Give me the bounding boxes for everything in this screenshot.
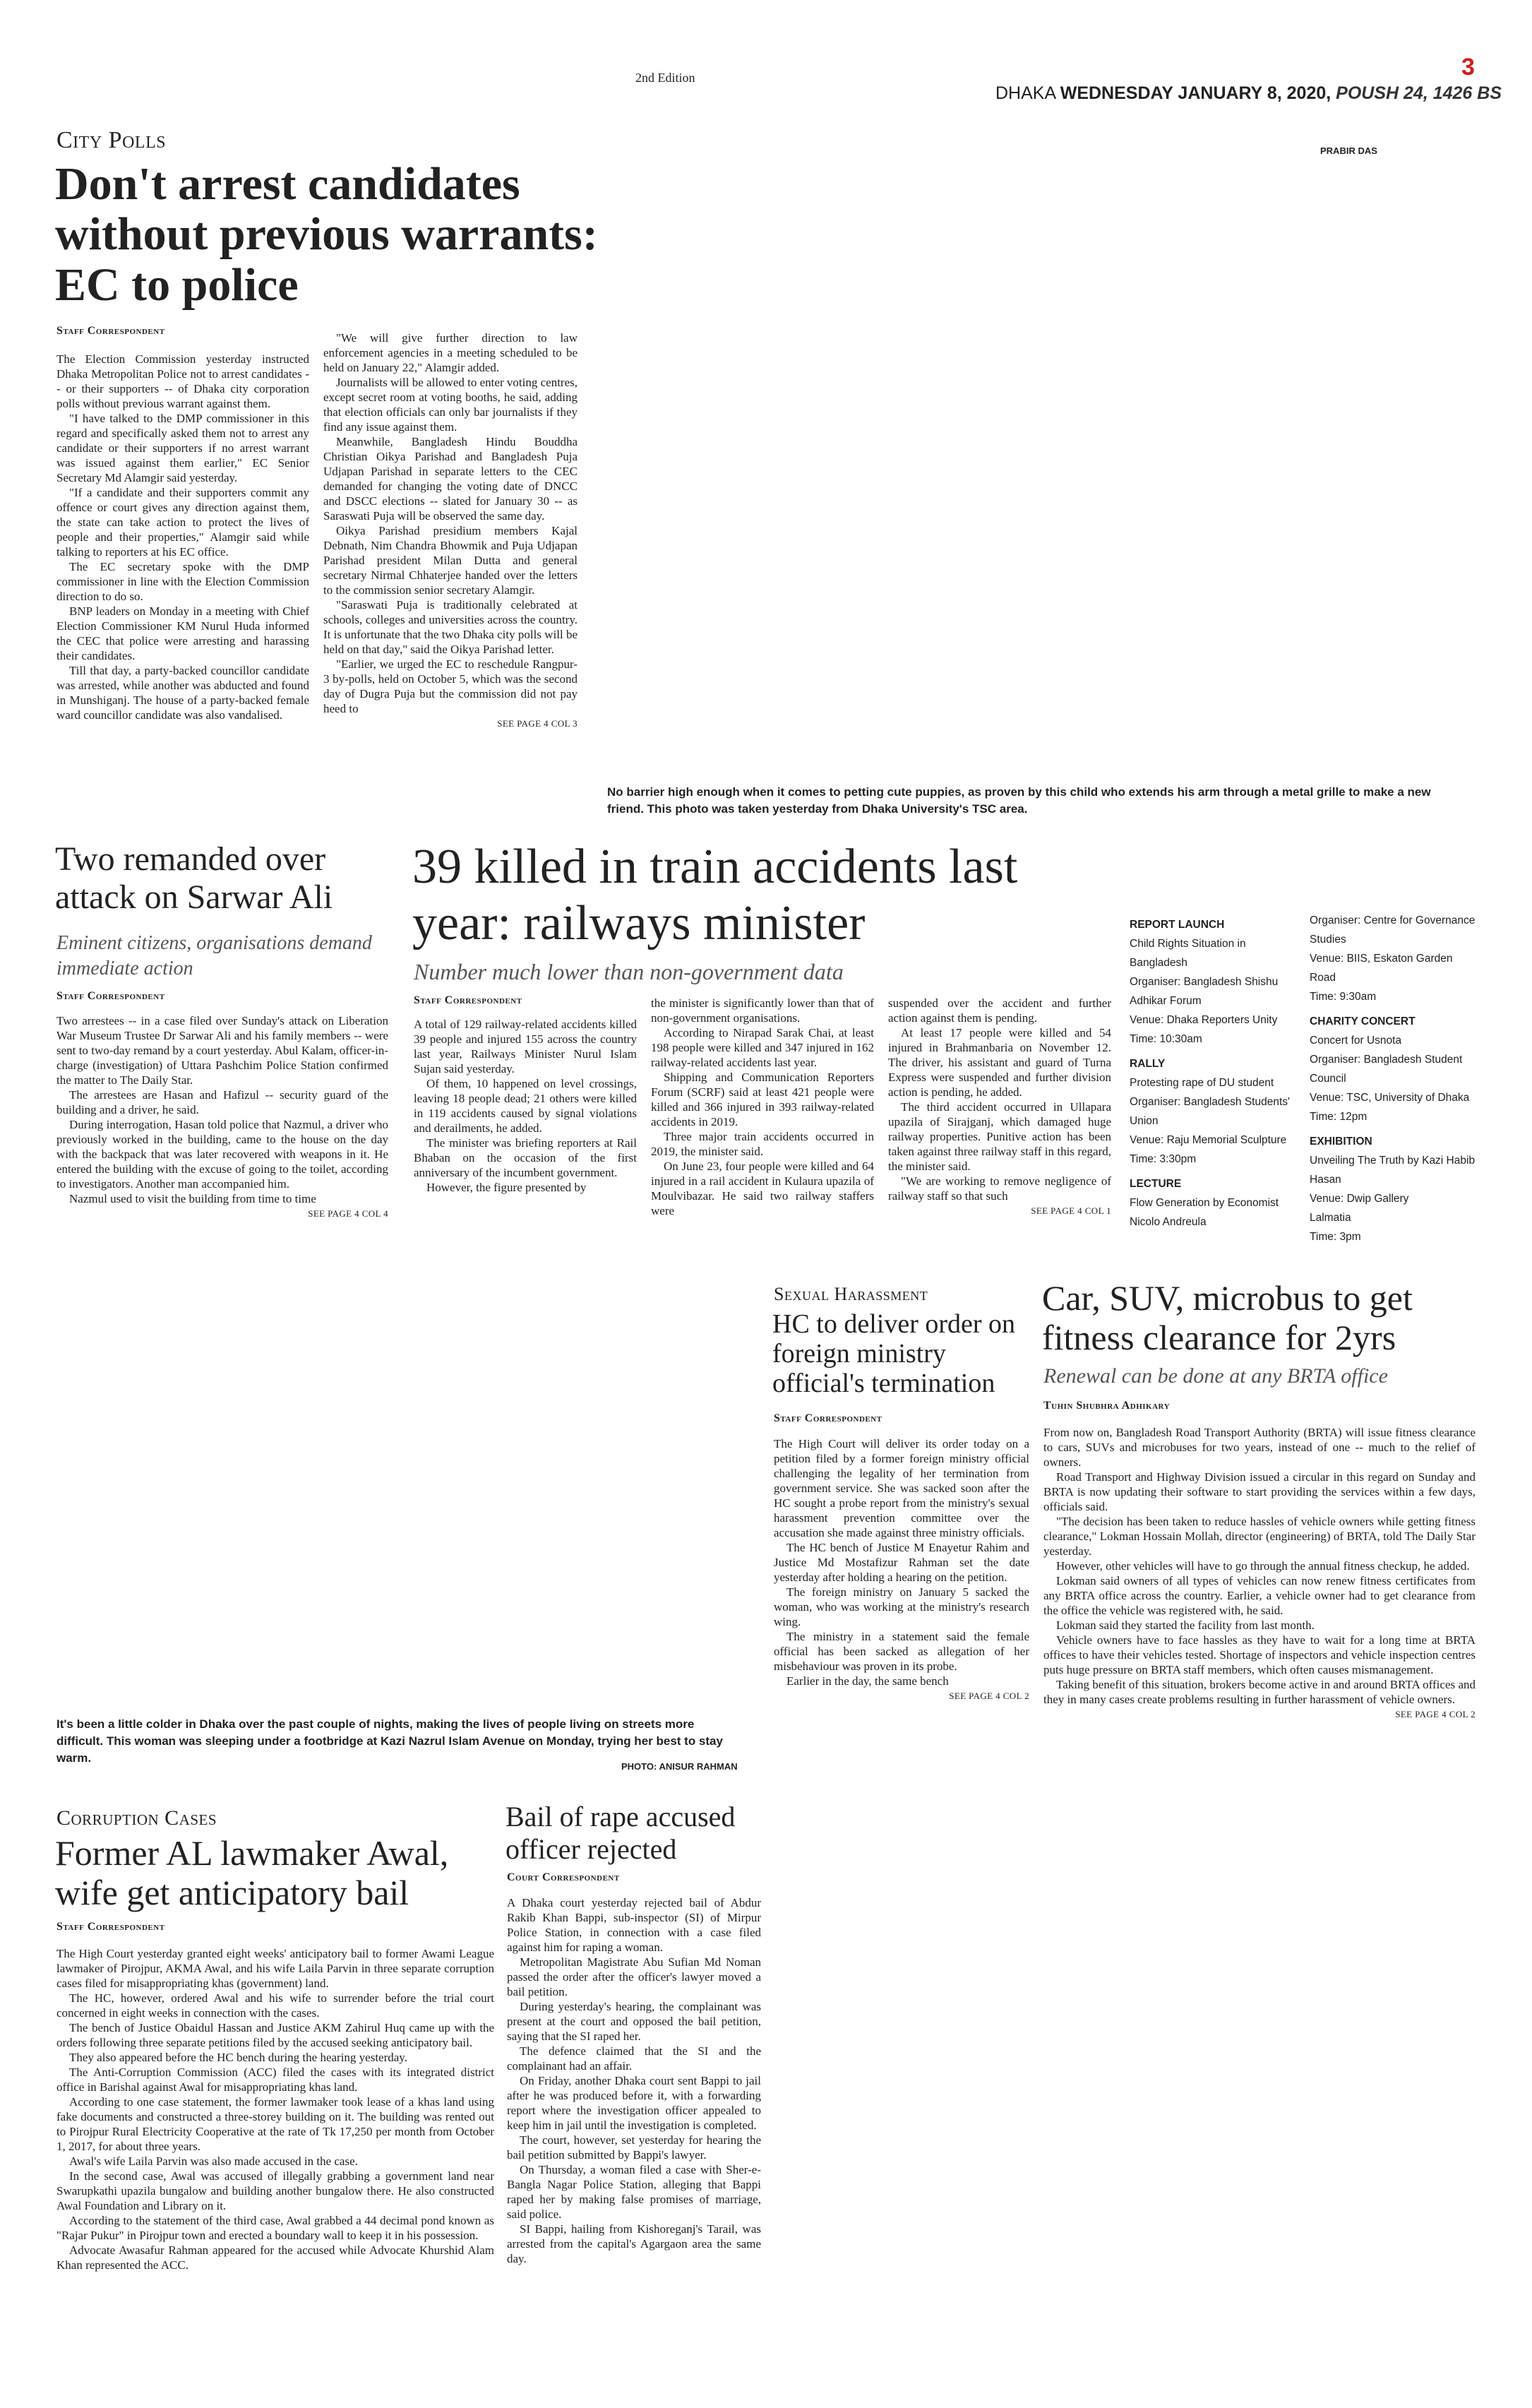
story6-paragraph: The High Court yesterday granted eight weeks' anticipatory bail to former Awami League lawmaker of Pirojpur, AKMA Awal, and his wife Laila Parvin in three separate corruption cases filed for misappropriating khas (government) land. <box>56 1947 494 1990</box>
event-line: Lalmatia <box>1310 1212 1351 1224</box>
dateline-date: WEDNESDAY JANUARY 8, 2020, <box>1060 83 1331 103</box>
event-exhibition <box>1310 1132 1479 1246</box>
event-line: Unveiling The Truth by Kazi Habib <box>1310 1155 1476 1167</box>
story6-kicker: Corruption Cases <box>56 1806 217 1830</box>
edition-label: 2nd Edition <box>635 71 695 85</box>
story2-byline: Staff Correspondent <box>56 990 165 1002</box>
story1-paragraph: BNP leaders on Monday in a meeting with Chief Election Commissioner KM Nurul Huda informed the CEC that police were arresting and harassing their candidates. <box>56 604 309 662</box>
story3-paragraph: On June 23, four people were killed and 64 injured in a rail accident in Kulaura upazila of Moulvibazar. He said two railway staffers were <box>651 1160 874 1217</box>
story3-column-3 <box>888 996 1111 1218</box>
story1-paragraph: "I have talked to the DMP commissioner in this regard and specifically asked them not to arrest any candidate or their supporters if no arrest warrant was issued against them earlier," EC Senior Secretary Md Alamgir said yesterday. <box>56 412 309 484</box>
story4-paragraph: Earlier in the day, the same bench <box>786 1674 949 1688</box>
photo-woman-footbridge <box>56 1278 762 1702</box>
story1-headline: Don't arrest candidates without previous warrants: EC to police <box>55 158 598 311</box>
event-line: Time: 10:30am <box>1130 1033 1202 1045</box>
story6-byline: Staff Correspondent <box>56 1921 165 1933</box>
story1-paragraph: "If a candidate and their supporters commit any offence or court gives any direction against them, the state can take action to protect the lives of people and their properties," Alamgir said while talking to reporters at his EC office. <box>56 486 309 559</box>
story5-paragraph: Lokman said they started the facility from last month. <box>1056 1619 1315 1632</box>
story5-paragraph: From now on, Bangladesh Road Transport Authority (BRTA) will issue fitness clearance to cars, SUVs and microbuses for two years, instead of one -- much to the relief of owners. <box>1043 1426 1476 1469</box>
story3-paragraph: the minister is significantly lower than that of non-government organisations. <box>651 996 874 1025</box>
event-line: Organiser: Bangladesh Students' <box>1130 1096 1290 1108</box>
story2-paragraph: Nazmul used to visit the building from time to time <box>69 1192 316 1205</box>
story6-paragraph: The bench of Justice Obaidul Hassan and Justice AKM Zahirul Huq came up with the orders following three separate petitions filed by the accused seeking anticipatory bail. <box>56 2021 494 2049</box>
story5-paragraph: Taking benefit of this situation, brokers become active in and around BRTA offices and they in many cases create problems resulting in further harassment of vehicle owners. <box>1043 1678 1476 1706</box>
event-lecture-continued <box>1310 911 1479 1006</box>
story7-headline: Bail of rape accused officer rejected <box>505 1801 736 1865</box>
story5-paragraph: Road Transport and Highway Division issued a circular in this regard on Sunday and BRTA is now updating their software to start providing the services within a few days, officials said. <box>1043 1470 1476 1513</box>
story5-continued: SEE PAGE 4 COL 2 <box>1395 1709 1476 1719</box>
event-category: EXHIBITION <box>1310 1136 1372 1148</box>
event-line: Venue: Dhaka Reporters Unity <box>1130 1014 1278 1026</box>
story3-paragraph: Three major train accidents occurred in 2019, the minister said. <box>651 1130 874 1158</box>
event-line: Organiser: Centre for Governance <box>1310 914 1476 926</box>
dateline-city: DHAKA <box>995 83 1055 103</box>
story3-column-1 <box>414 1017 637 1195</box>
story3-paragraph: suspended over the accident and further action against them is pending. <box>888 996 1111 1025</box>
story6-paragraph: The Anti-Corruption Commission (ACC) filed the cases with its integrated district office in Barishal against Awal for misappropriating khas land. <box>56 2066 494 2094</box>
story2-paragraph: The arrestees are Hasan and Hafizul -- security guard of the building and a driver, he said. <box>56 1088 388 1116</box>
story4-body <box>774 1436 1029 1703</box>
story4-paragraph: The ministry in a statement said the female official has been sacked as allegation of her misbehaviour was proven in its probe. <box>774 1630 1029 1673</box>
story1-paragraph: Meanwhile, Bangladesh Hindu Bouddha Christian Oikya Parishad and Bangladesh Puja Udjapan Parishad in separate letters to the CEC demanded for changing the voting date of DNCC and DSCC elections -- slated for January 30 -- as Saraswati Puja will be observed the same day. <box>323 435 578 523</box>
story7-paragraph: On Thursday, a woman filed a case with Sher-e-Bangla Nagar Police Station, alleging that Bappi raped her by making false promises of marriage, said police. <box>507 2163 761 2221</box>
story7-paragraph: The court, however, set yesterday for hearing the bail petition submitted by Bappi's lawyer. <box>507 2133 761 2162</box>
story4-byline: Staff Correspondent <box>774 1412 882 1424</box>
story1-paragraph: Journalists will be allowed to enter voting centres, except secret room at voting booths, he said, adding that election officials can only bar journalists if they find any issue against them. <box>323 376 578 434</box>
event-charity-concert <box>1310 1012 1479 1126</box>
page-number: 3 <box>1461 54 1475 81</box>
event-line: Time: 3:30pm <box>1130 1153 1197 1165</box>
story5-headline: Car, SUV, microbus to get fitness clearance for 2yrs <box>1042 1278 1413 1357</box>
event-line: Venue: TSC, University of Dhaka <box>1310 1092 1470 1104</box>
photo1-caption: No barrier high enough when it comes to petting cute puppies, as proven by this child who extends his arm through a metal grille to make a new friend. This photo was taken yesterday from Dhaka University's TSC area. <box>607 785 1431 816</box>
event-category: RALLY <box>1130 1058 1166 1070</box>
story6-paragraph: Awal's wife Laila Parvin was also made accused in the case. <box>69 2154 358 2168</box>
event-category: CHARITY CONCERT <box>1310 1015 1416 1027</box>
story1-kicker: City Polls <box>56 127 167 153</box>
story1-paragraph: The Election Commission yesterday instructed Dhaka Metropolitan Police not to arrest candidates -- or their supporters -- of Dhaka city corporation polls without previous warrant against them. <box>56 352 309 410</box>
story5-body <box>1043 1425 1476 1722</box>
story6-body <box>56 1946 494 2272</box>
story6-paragraph: The HC, however, ordered Awal and his wife to surrender before the trial court concerned in eight weeks in connection with the cases. <box>56 1991 494 2020</box>
story3-paragraph: At least 17 people were killed and 54 injured in Brahmanbaria on November 12. The driver, his assistant and guard of Turna Express were suspended and further division action is pending, he added. <box>888 1026 1111 1099</box>
dateline <box>995 83 1502 104</box>
story4-continued: SEE PAGE 4 COL 2 <box>949 1691 1029 1701</box>
story2-body <box>56 1013 388 1221</box>
story1-paragraph: Till that day, a party-backed councillor candidate was arrested, while another was abducted and found in Munshiganj. The house of a party-backed female ward councillor candidate was also vandalised. <box>56 664 309 722</box>
story7-paragraph: During yesterday's hearing, the complainant was present at the court and opposed the bail petition, saying that the SI raped her. <box>507 2000 761 2043</box>
story2-paragraph: Two arrestees -- in a case filed over Sunday's attack on Liberation War Museum Trustee Dr Sarwar Ali and his family members -- were sent to two-day remand by a court yesterday. Abul Kalam, officer-in-charge (investigation) of Uttara Pashchim Police Station confirmed the matter to The Daily Star. <box>56 1014 388 1087</box>
story1-continued: SEE PAGE 4 COL 3 <box>497 718 578 729</box>
event-line: Adhikar Forum <box>1130 995 1202 1007</box>
story6-paragraph: They also appeared before the HC bench during the hearing yesterday. <box>69 2051 407 2064</box>
story7-paragraph: Metropolitan Magistrate Abu Sufian Md Noman passed the order after the officer's lawyer moved a bail petition. <box>507 1955 761 1998</box>
dateline-bangla-date: POUSH 24, 1426 BS <box>1336 83 1502 103</box>
story7-body <box>507 1895 761 2266</box>
story4-paragraph: The HC bench of Justice M Enayetur Rahim and Justice Md Mostafizur Rahman set the date yesterday after holding a hearing on the petition. <box>774 1541 1029 1584</box>
event-category: REPORT LAUNCH <box>1130 919 1225 931</box>
event-line: Venue: Raju Memorial Sculpture <box>1130 1134 1287 1146</box>
events-column-2 <box>1310 911 1479 1252</box>
story3-paragraph: The third accident occurred in Ullapara upazila of Sirajganj, which damaged huge railway properties. Punitive action has been taken against three railway staff in this regard, the minister said. <box>888 1100 1111 1173</box>
event-line: Studies <box>1310 934 1346 946</box>
story1-byline: Staff Correspondent <box>56 325 165 337</box>
story1-paragraph: "Saraswati Puja is traditionally celebrated at schools, colleges and universities across the country. It is unfortunate that the two Dhaka city polls will be held on that day," said the Oikya Parishad letter. <box>323 598 578 656</box>
story5-paragraph: Vehicle owners have to face hassles as they have to wait for a long time at BRTA offices to have their vehicles tested. Shortage of inspectors and vehicle inspection centres puts huge pressure on BRTA staff members, which often causes mismanagement. <box>1043 1633 1476 1676</box>
story6-paragraph: According to one case statement, the former lawmaker took lease of a khas land using fake documents and constructed a three-storey building on it. The building was rented out to Pirojpur Rural Electricity Cooperative at the rate of Tk 17,250 per month from October 1, 2017, for about three years. <box>56 2095 494 2153</box>
story3-paragraph: The minister was briefing reporters at Rail Bhaban on the occasion of the first anniversary of the incumbent government. <box>414 1136 637 1179</box>
event-line: Venue: Dwip Gallery <box>1310 1193 1409 1205</box>
photo-child-puppy <box>607 127 1476 770</box>
story3-paragraph: According to Nirapad Sarak Chai, at least 198 people were killed and 347 injured in 162 railway-related accidents last year. <box>651 1026 874 1069</box>
event-line: Concert for Usnota <box>1310 1035 1402 1047</box>
story2-paragraph: During interrogation, Hasan told police that Nazmul, a driver who previously worked in the building, came to the house on the day with the backpack that was later recovered with weapons in it. He entered the building with the excuse of going to the toilet, according to investigators. Another man accompanied him. <box>56 1118 388 1191</box>
story3-column-2 <box>651 996 874 1218</box>
events-column-1 <box>1130 911 1299 1237</box>
story3-continued: SEE PAGE 4 COL 1 <box>1031 1205 1111 1216</box>
story5-byline: Tuhin Shubhra Adhikary <box>1043 1400 1171 1412</box>
story1-column-1 <box>56 352 309 722</box>
story5-paragraph: "The decision has been taken to reduce hassles of vehicle owners while getting fitness clearance," Lokman Hossain Mollah, director (engineering) of BRTA, told The Daily Star yesterday. <box>1043 1515 1476 1558</box>
event-line: Child Rights Situation in <box>1130 938 1246 950</box>
story7-paragraph: SI Bappi, hailing from Kishoreganj's Tarail, was arrested from the capital's Agargaon area the same day. <box>507 2222 761 2265</box>
event-category: LECTURE <box>1130 1178 1182 1190</box>
story4-paragraph: The High Court will deliver its order today on a petition filed by a former foreign ministry official challenging the legality of her termination from government service. She was sacked soon after the HC sought a probe report from the ministry's sexual harassment prevention committee over the accusation she made against three ministry officials. <box>774 1437 1029 1539</box>
event-line: Bangladesh <box>1130 957 1187 969</box>
event-line: Time: 12pm <box>1310 1111 1368 1123</box>
event-lecture <box>1130 1174 1299 1232</box>
story5-paragraph: However, other vehicles will have to go through the annual fitness checkup, he added. <box>1056 1559 1470 1573</box>
story1-paragraph: "We will give further direction to law enforcement agencies in a meeting scheduled to be held on January 22," Alamgir added. <box>323 331 578 374</box>
story4-paragraph: The foreign ministry on January 5 sacked the woman, who was working at the ministry's research wing. <box>774 1585 1029 1628</box>
story1-paragraph: The EC secretary spoke with the DMP commissioner in line with the Election Commission direction to do so. <box>56 560 309 603</box>
event-line: Hasan <box>1310 1174 1341 1186</box>
story4-headline: HC to deliver order on foreign ministry official's termination <box>772 1309 1016 1398</box>
event-rally <box>1130 1054 1299 1169</box>
event-report-launch <box>1130 915 1299 1049</box>
story1-column-2 <box>323 330 578 731</box>
story3-paragraph: A total of 129 railway-related accidents killed 39 people and injured 155 across the country last year, Railways Minister Nurul Islam Sujan said yesterday. <box>414 1018 637 1075</box>
event-line: Organiser: Bangladesh Shishu <box>1130 976 1279 988</box>
story4-kicker: Sexual Harassment <box>774 1284 928 1304</box>
story6-paragraph: According to the statement of the third case, Awal grabbed a 44 decimal pond known as "Rajar Pukur" in Pirojpur town and erected a boundary wall to keep it in his possession. <box>56 2214 494 2242</box>
story7-paragraph: The defence claimed that the SI and the complainant had an affair. <box>507 2044 761 2073</box>
story1-paragraph: Oikya Parishad presidium members Kajal Debnath, Nim Chandra Bhowmik and Puja Udjapan Parishad president Milan Dutta and general secretary Nirmal Chhaterjee handed over the letters to the commission senior secretary Alamgir. <box>323 524 578 597</box>
event-line: Venue: BIIS, Eskaton Garden Road <box>1310 953 1453 984</box>
story1-paragraph: "Earlier, we urged the EC to reschedule Rangpur-3 by-polls, held on October 5, which was the second day of Dugra Puja but the commission did not pay heed to <box>323 657 578 715</box>
photo1-credit: PRABIR DAS <box>1320 145 1377 156</box>
event-line: Council <box>1310 1073 1346 1085</box>
event-line: Flow Generation by Economist <box>1130 1197 1279 1209</box>
story3-byline: Staff Correspondent <box>414 994 522 1006</box>
story5-paragraph: Lokman said owners of all types of vehicles can now renew fitness certificates from any BRTA office across the country. Earlier, a vehicle owner had to get clearance from the office the vehicle was registered with, he said. <box>1043 1574 1476 1617</box>
story2-headline: Two remanded over attack on Sarwar Ali <box>55 840 333 916</box>
event-line: Time: 3pm <box>1310 1231 1361 1243</box>
story6-headline: Former AL lawmaker Awal, wife get anticipatory bail <box>55 1833 449 1912</box>
story7-paragraph: On Friday, another Dhaka court sent Bappi to jail after he was produced before it, with a forwarding report where the investigation officer appealed to keep him in jail until the investigation is completed. <box>507 2074 761 2132</box>
event-line: Nicolo Andreula <box>1130 1216 1207 1228</box>
story3-headline: 39 killed in train accidents last year: railways minister <box>412 840 1018 950</box>
photo2-caption: It's been a little colder in Dhaka over the past couple of nights, making the lives of people living on streets more difficult. This woman was sleeping under a footbridge at Kazi Nazrul Islam Avenue on Monday, trying her best to stay warm. <box>56 1717 723 1765</box>
story6-paragraph: In the second case, Awal was accused of illegally grabbing a government land near Swarupkathi upazila bungalow and building another bungalow there. He also constructed Awal Foundation and Library on it. <box>56 2169 494 2212</box>
story2-deck: Eminent citizens, organisations demand immediate action <box>56 932 372 979</box>
event-line: Organiser: Bangladesh Student <box>1310 1054 1463 1066</box>
story3-paragraph: Shipping and Communication Reporters Forum (SCRF) said at least 421 people were killed and 366 injured in 393 railway-related accidents in 2019. <box>651 1071 874 1128</box>
photo2-credit: PHOTO: ANISUR RAHMAN <box>621 1761 738 1772</box>
event-line: Protesting rape of DU student <box>1130 1077 1274 1089</box>
story3-paragraph: "We are working to remove negligence of railway staff so that such <box>888 1174 1111 1203</box>
event-line: Time: 9:30am <box>1310 991 1377 1003</box>
story3-paragraph: However, the figure presented by <box>426 1181 587 1194</box>
story2-continued: SEE PAGE 4 COL 4 <box>308 1208 388 1219</box>
story7-paragraph: A Dhaka court yesterday rejected bail of Abdur Rakib Khan Bappi, sub-inspector (SI) of Mirpur Police Station, in connection with a case filed against him for raping a woman. <box>507 1896 761 1954</box>
story7-byline: Court Correspondent <box>507 1871 620 1883</box>
story5-deck: Renewal can be done at any BRTA office <box>1043 1364 1388 1388</box>
story3-deck: Number much lower than non-government data <box>414 959 844 984</box>
event-line: Union <box>1130 1115 1159 1127</box>
story6-paragraph: Advocate Awasafur Rahman appeared for the accused while Advocate Khurshid Alam Khan represented the ACC. <box>56 2243 494 2272</box>
story3-paragraph: Of them, 10 happened on level crossings, leaving 18 people dead; 21 others were killed in 119 accidents caused by signal violations and derailments, he added. <box>414 1077 637 1135</box>
